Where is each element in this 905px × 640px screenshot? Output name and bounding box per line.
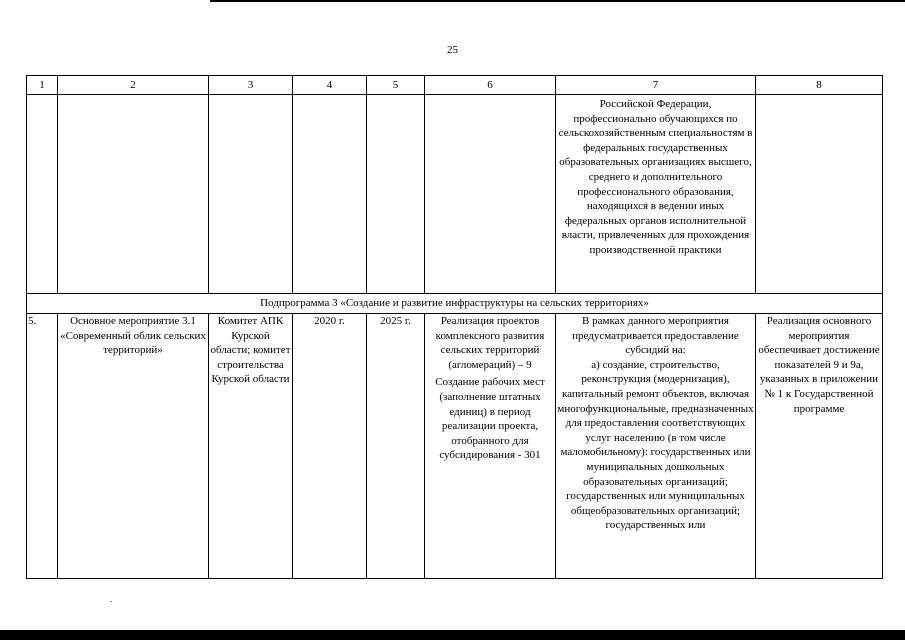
cont-cell-4 bbox=[293, 95, 367, 294]
event-content-intro: В рамках данного мероприятия предусматривается предоставление субсидий на: bbox=[572, 315, 739, 357]
cont-cell-3 bbox=[209, 95, 293, 294]
scan-mark bbox=[110, 601, 112, 602]
subprogram-title: Подпрограмма 3 «Создание и развитие инфраструктуры на сельских территориях» bbox=[27, 294, 883, 314]
header-cell-7: 7 bbox=[556, 76, 756, 95]
end-year: 2025 г. bbox=[367, 314, 425, 579]
cont-cell-8 bbox=[756, 95, 883, 294]
event-content bbox=[556, 314, 756, 579]
table-row bbox=[27, 314, 883, 579]
cont-cell-1 bbox=[27, 95, 58, 294]
start-year: 2020 г. bbox=[293, 314, 367, 579]
header-cell-4: 4 bbox=[293, 76, 367, 95]
row-number: 5. bbox=[27, 314, 58, 579]
header-cell-5: 5 bbox=[367, 76, 425, 95]
program-table bbox=[26, 75, 883, 579]
executor: Комитет АПК Курской области; комитет строительства Курской области bbox=[209, 314, 293, 579]
header-cell-1: 1 bbox=[27, 76, 58, 95]
expected-result bbox=[425, 314, 556, 579]
header-cell-2: 2 bbox=[58, 76, 209, 95]
scan-top-edge bbox=[210, 0, 905, 2]
header-row bbox=[27, 76, 883, 95]
event-name: Основное мероприятие 3.1 «Современный облик сельских территорий» bbox=[58, 314, 209, 579]
event-content-body: а) создание, строительство, реконструкция (модернизация), капитальный ремонт объектов, включая многофункциональные, предназначенных для предоставления соответствующих услуг населению (в том числе маломобильному): государственных или муниципальных дошкольных образовательных организаций; государственных или муниципальных общеобразовательных организаций; государственных или bbox=[557, 358, 754, 532]
header-cell-8: 8 bbox=[756, 76, 883, 95]
cont-cell-7-text: Российской Федерации, профессионально обучающихся по сельскохозяйственным специальностям в федеральных государственных образовательных организациях высшего, среднего и дополнительного профессионального образования, находящихся в ведении иных федеральных органов исполнительной власти, привлеченных для прохождения производственной практики bbox=[556, 95, 756, 294]
indicator-link: Реализация основного мероприятия обеспечивает достижение показателей 9 и 9а, указанных в приложении № 1 к Государственной программе bbox=[756, 314, 883, 579]
expected-result-2: Создание рабочих мест (заполнение штатных единиц) в период реализации проекта, отобранного для субсидирования - 301 bbox=[435, 376, 545, 462]
header-cell-3: 3 bbox=[209, 76, 293, 95]
cont-cell-6 bbox=[425, 95, 556, 294]
header-cell-6: 6 bbox=[425, 76, 556, 95]
cont-cell-2 bbox=[58, 95, 209, 294]
scan-bottom-edge bbox=[0, 630, 905, 640]
expected-result-1: Реализация проектов комплексного развития сельских территорий (агломераций) – 9 bbox=[435, 315, 545, 371]
cont-cell-5 bbox=[367, 95, 425, 294]
subprogram-row bbox=[27, 294, 883, 314]
page-number: 25 bbox=[447, 44, 458, 56]
continuation-row bbox=[27, 95, 883, 294]
